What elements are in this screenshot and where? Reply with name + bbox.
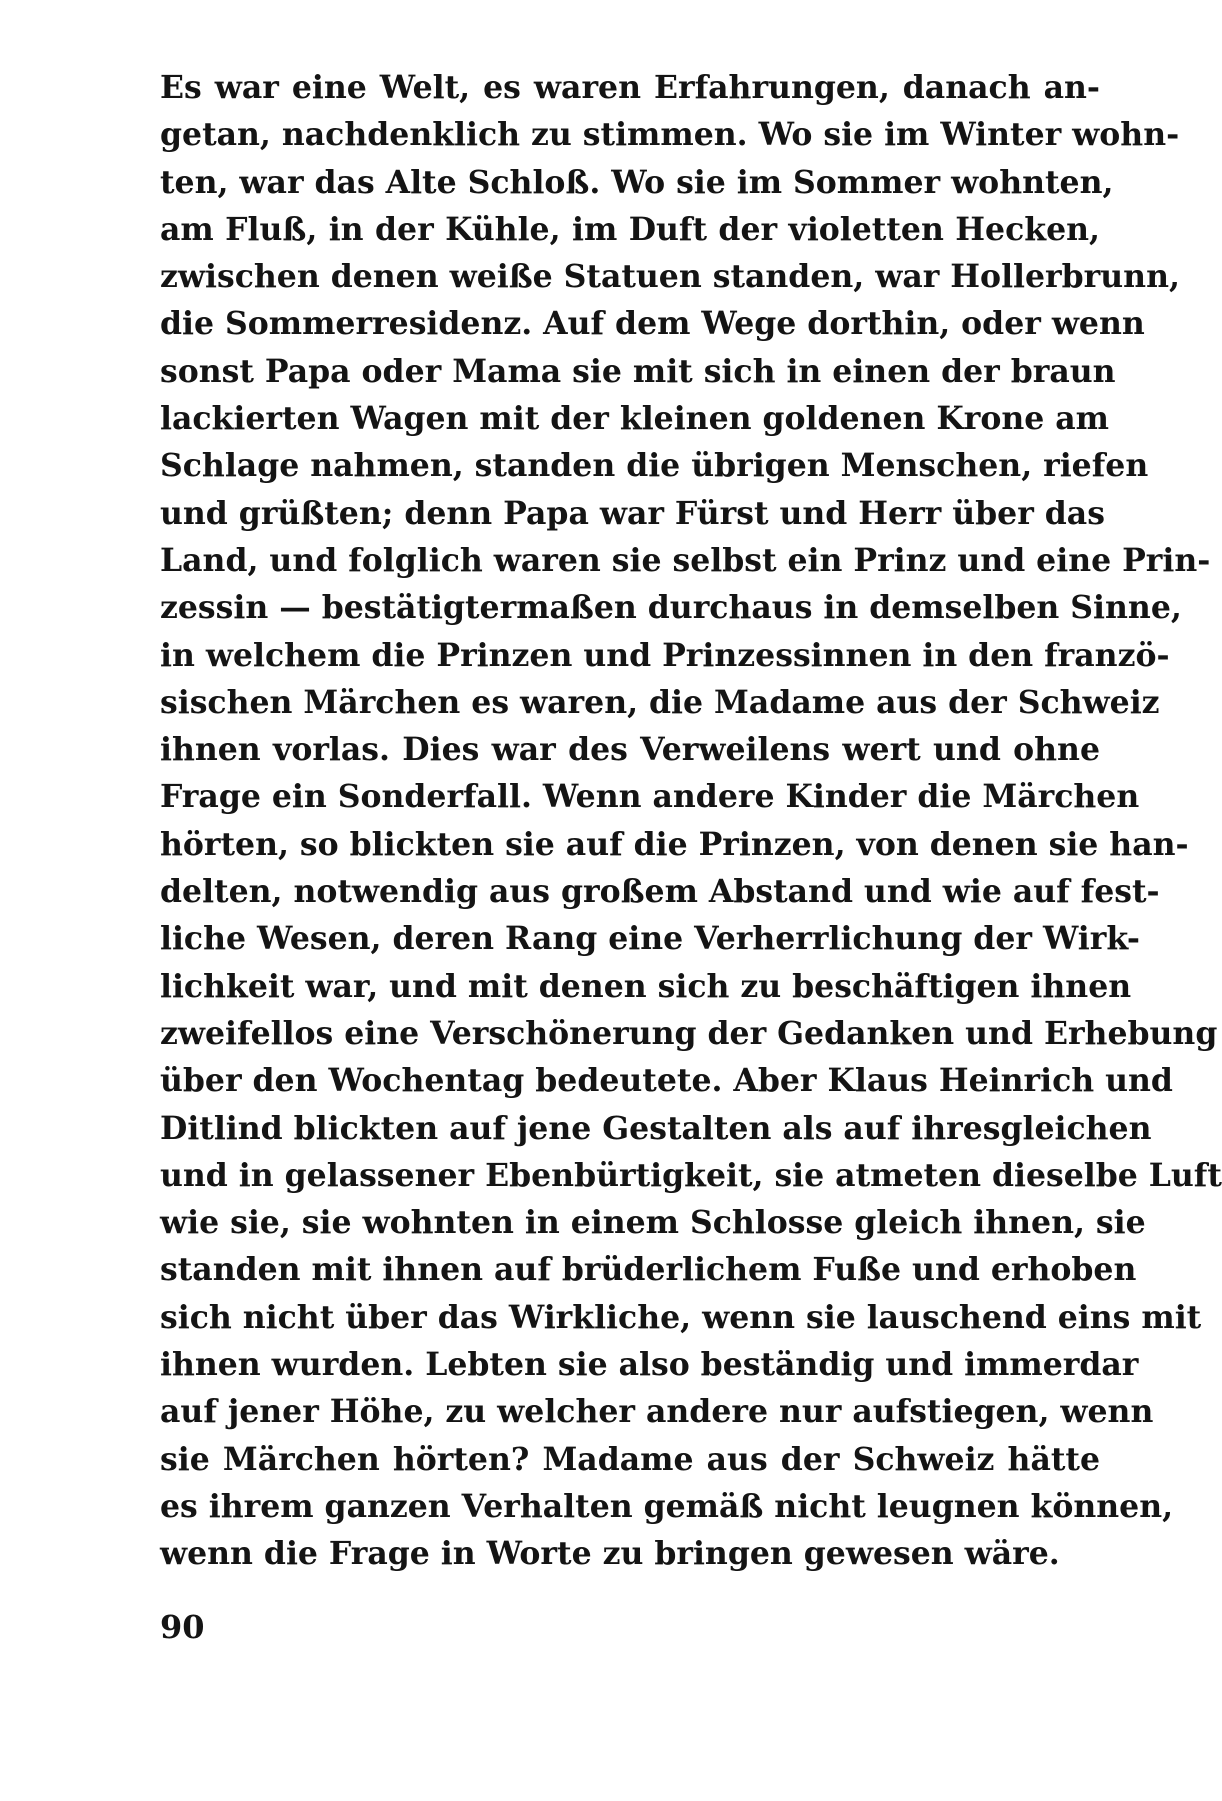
body-text [160,64,1222,1578]
text-line: wie sie, sie wohnten in einem Schlosse gleich ihnen, sie [160,1204,1146,1242]
text-line: hörten, so blickten sie auf die Prinzen, von denen sie han- [160,825,1189,863]
text-line: sie Märchen hörten? Madame aus der Schweiz hätte [160,1440,1100,1478]
text-line: getan, nachdenklich zu stimmen. Wo sie im Winter wohn- [160,116,1180,154]
text-line: über den Wochentag bedeutete. Aber Klaus Heinrich und [160,1062,1173,1100]
text-line: und grüßten; denn Papa war Fürst und Herr über das [160,494,1105,532]
text-line: Ditlind blickten auf jene Gestalten als auf ihresgleichen [160,1109,1152,1147]
text-line: standen mit ihnen auf brüderlichem Fuße und erhoben [160,1251,1137,1289]
text-line: zessin — bestätigtermaßen durchaus in demselben Sinne, [160,589,1182,627]
text-line: sich nicht über das Wirkliche, wenn sie lauschend eins mit [160,1298,1202,1336]
text-line: liche Wesen, deren Rang eine Verherrlichung der Wirk- [160,920,1140,958]
text-line: am Fluß, in der Kühle, im Duft der violetten Hecken, [160,210,1100,248]
text-line: in welchem die Prinzen und Prinzessinnen in den franzö- [160,636,1170,674]
text-line: ihnen wurden. Lebten sie also beständig und immerdar [160,1346,1139,1384]
text-line: zweifellos eine Verschönerung der Gedanken und Erhebung [160,1014,1218,1052]
text-line: ten, war das Alte Schloß. Wo sie im Sommer wohnten, [160,163,1114,201]
text-line-last: wenn die Frage in Worte zu bringen gewesen wäre. [160,1535,1060,1573]
text-line: sischen Märchen es waren, die Madame aus der Schweiz [160,683,1160,721]
text-line: lackierten Wagen mit der kleinen goldenen Krone am [160,400,1109,438]
page-number: 90 [160,1608,205,1646]
text-line: sonst Papa oder Mama sie mit sich in einen der braun [160,352,1116,390]
text-line: zwischen denen weiße Statuen standen, war Hollerbrunn, [160,258,1180,296]
text-line: lichkeit war, und mit denen sich zu beschäftigen ihnen [160,967,1132,1005]
text-line: Frage ein Sonderfall. Wenn andere Kinder die Märchen [160,778,1140,816]
text-line: delten, notwendig aus großem Abstand und wie auf fest- [160,873,1160,911]
text-line: Es war eine Welt, es waren Erfahrungen, danach an- [160,69,1100,106]
text-line: und in gelassener Ebenbürtigkeit, sie atmeten dieselbe Luft [160,1156,1222,1194]
text-line: ihnen vorlas. Dies war des Verweilens wert und ohne [160,731,1100,769]
text-line: es ihrem ganzen Verhalten gemäß nicht leugnen können, [160,1487,1174,1525]
text-line: die Sommerresidenz. Auf dem Wege dorthin, oder wenn [160,305,1145,343]
text-line: Schlage nahmen, standen die übrigen Menschen, riefen [160,447,1149,485]
text-line: auf jener Höhe, zu welcher andere nur aufstiegen, wenn [160,1393,1154,1431]
text-line: Land, und folglich waren sie selbst ein Prinz und eine Prin- [160,541,1211,579]
